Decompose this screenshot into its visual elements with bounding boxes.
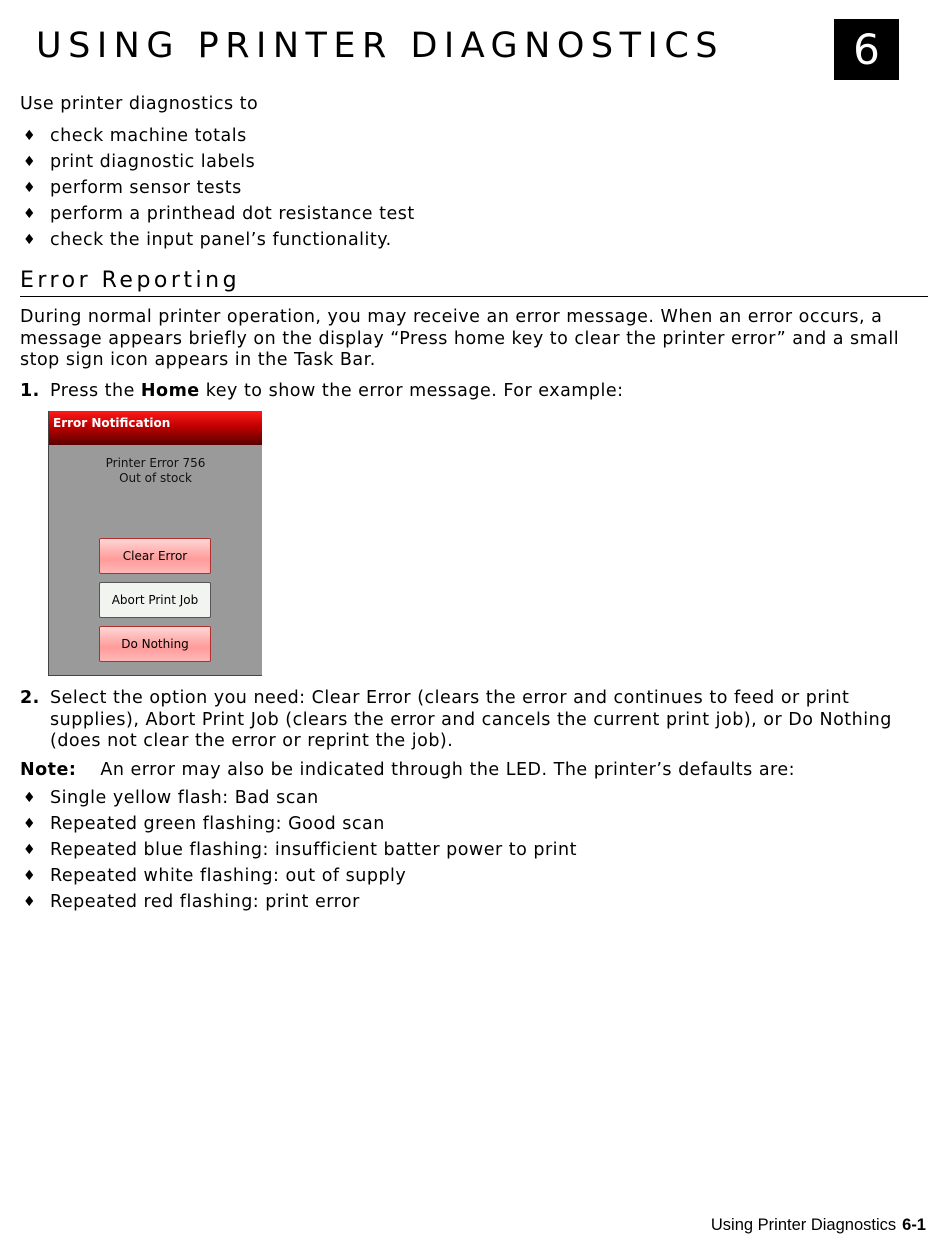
intro-lead: Use printer diagnostics to	[20, 94, 259, 114]
page-footer	[711, 1216, 926, 1235]
note-label: Note:	[20, 760, 77, 780]
list-item: ♦ perform a printhead dot resistance test	[20, 201, 415, 227]
chapter-title: USING PRINTER DIAGNOSTICS	[36, 26, 724, 66]
bullet-icon: ♦	[23, 894, 37, 910]
home-key-label: Home	[140, 381, 200, 401]
list-item: ♦ Single yellow flash: Bad scan	[20, 785, 577, 811]
chapter-number-badge	[834, 19, 899, 80]
page-number: 6-1	[902, 1216, 926, 1234]
bullet-icon: ♦	[23, 206, 37, 222]
error-description: Out of stock	[119, 471, 192, 485]
device-error-message	[49, 456, 262, 486]
chapter-number: 6	[853, 25, 880, 74]
section-paragraph: During normal printer operation, you may receive an error message. When an error occurs, a message appears briefly on the display “Press home key to clear the printer error” and a small stop sign icon appears in the Task Bar.	[20, 307, 900, 370]
do-nothing-button[interactable]: Do Nothing	[99, 626, 211, 662]
bullet-icon: ♦	[23, 816, 37, 832]
list-item: ♦ check the input panel’s functionality.	[20, 227, 415, 253]
step-number: 2.	[20, 688, 40, 708]
device-title-bar: Error Notification	[49, 411, 262, 445]
list-item: ♦ perform sensor tests	[20, 175, 415, 201]
step-2	[20, 688, 925, 753]
bullet-icon: ♦	[23, 790, 37, 806]
list-item: ♦ Repeated white flashing: out of supply	[20, 863, 577, 889]
bullet-icon: ♦	[23, 180, 37, 196]
list-item: ♦ print diagnostic labels	[20, 149, 415, 175]
list-item: ♦ Repeated green flashing: Good scan	[20, 811, 577, 837]
note-text: An error may also be indicated through the LED. The printer’s defaults are:	[100, 760, 796, 780]
step-text: Select the option you need: Clear Error (clears the error and continues to feed or print supplies), Abort Print Job (clears the error and cancels the current print job), or Do Nothing (does not clear the error or reprint the job).	[50, 688, 892, 751]
section-heading: Error Reporting	[20, 267, 928, 297]
step-number: 1.	[20, 381, 40, 401]
error-notification-screenshot	[48, 411, 262, 676]
footer-label: Using Printer Diagnostics	[710, 1216, 897, 1234]
error-code: Printer Error 756	[105, 456, 206, 470]
abort-print-job-button[interactable]: Abort Print Job	[99, 582, 211, 618]
bullet-icon: ♦	[23, 128, 37, 144]
note	[20, 760, 795, 780]
intro-list	[20, 123, 415, 253]
step-text: Press the Home key to show the error message. For example:	[50, 381, 624, 401]
clear-error-button[interactable]: Clear Error	[99, 538, 211, 574]
bullet-icon: ♦	[23, 842, 37, 858]
list-item: ♦ check machine totals	[20, 123, 415, 149]
list-item: ♦ Repeated red flashing: print error	[20, 889, 577, 915]
list-item: ♦ Repeated blue flashing: insufficient batter power to print	[20, 837, 577, 863]
bullet-icon: ♦	[23, 232, 37, 248]
bullet-icon: ♦	[23, 154, 37, 170]
step-1	[20, 381, 925, 403]
bullet-icon: ♦	[23, 868, 37, 884]
led-list	[20, 785, 577, 915]
